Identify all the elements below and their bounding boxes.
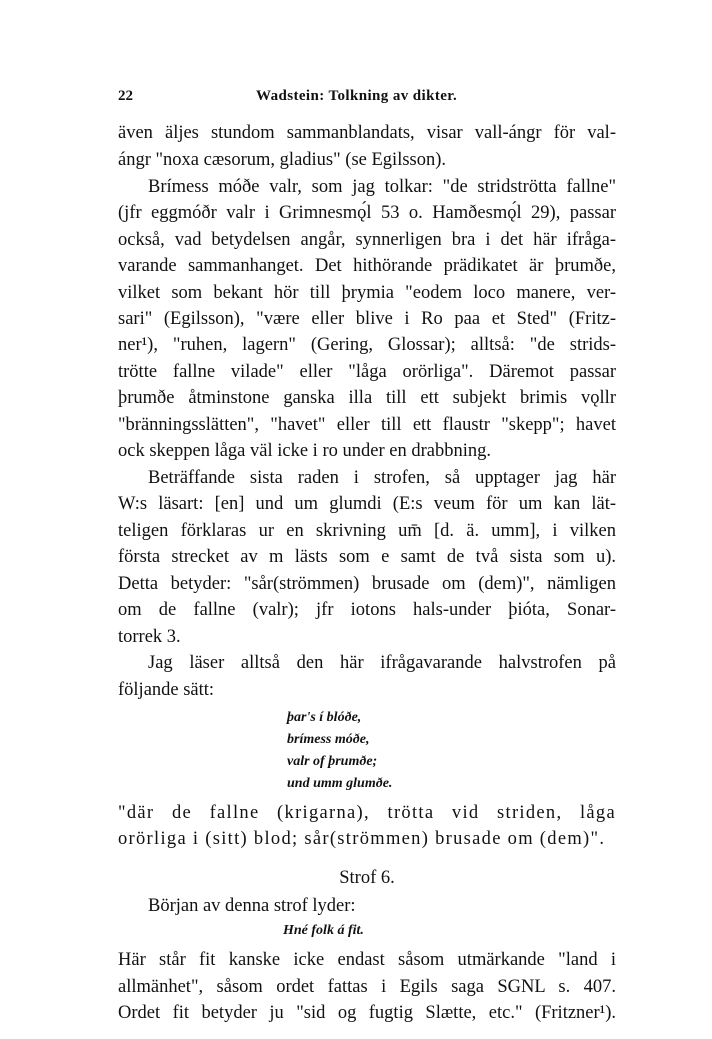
text-line: teligen förklaras ur en skrivning um̄ [d. ä. umm], i vilken: [118, 521, 616, 541]
text-line: vilket som bekant hör till þrymia "eodem loco manere, ver-: [118, 283, 616, 303]
text-line: även äljes stundom sammanblandats, visar vall-ángr för val-: [118, 123, 616, 143]
running-header: [118, 88, 618, 112]
verse-quote: Hné folk á fit.: [283, 923, 364, 938]
text-line: W:s läsart: [en] und um glumdi (E:s veum för um kan lät-: [118, 494, 616, 514]
text-line: allmänhet", såsom ordet fattas i Egils saga SGNL s. 407.: [118, 977, 616, 997]
verse-line: und umm glumðe.: [287, 776, 393, 791]
text-line: ángr "noxa cæsorum, gladius" (se Egilsson).: [118, 150, 447, 170]
text-line: Ordet fit betyder ju "sid og fugtig Slætte, etc." (Fritzner¹).: [118, 1003, 616, 1023]
text-line: om de fallne (valr); jfr iotons hals-under þióta, Sonar-: [118, 600, 616, 620]
text-line: varande sammanhanget. Det hithörande prädikatet är þrumðe,: [118, 256, 616, 276]
text-line: torrek 3.: [118, 627, 181, 647]
verse-line: brímess móðe,: [287, 732, 370, 747]
text-line: Jag läser alltså den här ifrågavarande halvstrofen på: [148, 653, 616, 673]
text-line: þrumðe åtminstone ganska illa till ett subjekt brimis vǫllr: [118, 388, 616, 408]
text-line: ock skeppen låga väl icke i ro under en drabbning.: [118, 441, 491, 461]
text-line: ner¹), "ruhen, lagern" (Gering, Glossar); alltså: "de strids-: [118, 335, 616, 355]
text-line: följande sätt:: [118, 680, 215, 700]
section-heading: Strof 6.: [339, 868, 395, 888]
running-title: Wadstein: Tolkning av dikter.: [256, 88, 458, 104]
text-line: första strecket av m lästs som e samt de två sista som u).: [118, 547, 616, 567]
text-line: trötte fallne vilade" eller "låga orörliga". Däremot passar: [118, 362, 616, 382]
text-line: Här står fit kanske icke endast såsom utmärkande "land i: [118, 950, 616, 970]
text-line: "bränningsslätten", "havet" eller till ett flaustr "skepp"; havet: [118, 415, 616, 435]
text-line: sari" (Egilsson), "være eller blive i Ro paa et Sted" (Fritz-: [118, 309, 616, 329]
verse-line: þar's í blóðe,: [287, 710, 362, 725]
text-line: Detta betyder: "sår(strömmen) brusade om (dem)", nämligen: [118, 574, 616, 594]
text-line: Brímess móðe valr, som jag tolkar: "de stridströtta fallne": [148, 177, 616, 197]
translation-line: orörliga i (sitt) blod; sår(strömmen) brusade om (dem)".: [118, 829, 606, 849]
verse-line: valr of þrumðe;: [287, 754, 378, 769]
text-line: (jfr eggmóðr valr i Grimnesmǫ́l 53 o. Hamðesmǫ́l 29), passar: [118, 203, 616, 223]
text-line: Början av denna strof lyder:: [148, 896, 356, 916]
translation-line: "där de fallne (krigarna), trötta vid striden, låga: [118, 803, 616, 823]
text-line: Beträffande sista raden i strofen, så upptager jag här: [148, 468, 616, 488]
page-number: 22: [118, 88, 133, 104]
text-line: också, vad betydelsen angår, synnerligen bra i det här ifråga-: [118, 230, 616, 250]
